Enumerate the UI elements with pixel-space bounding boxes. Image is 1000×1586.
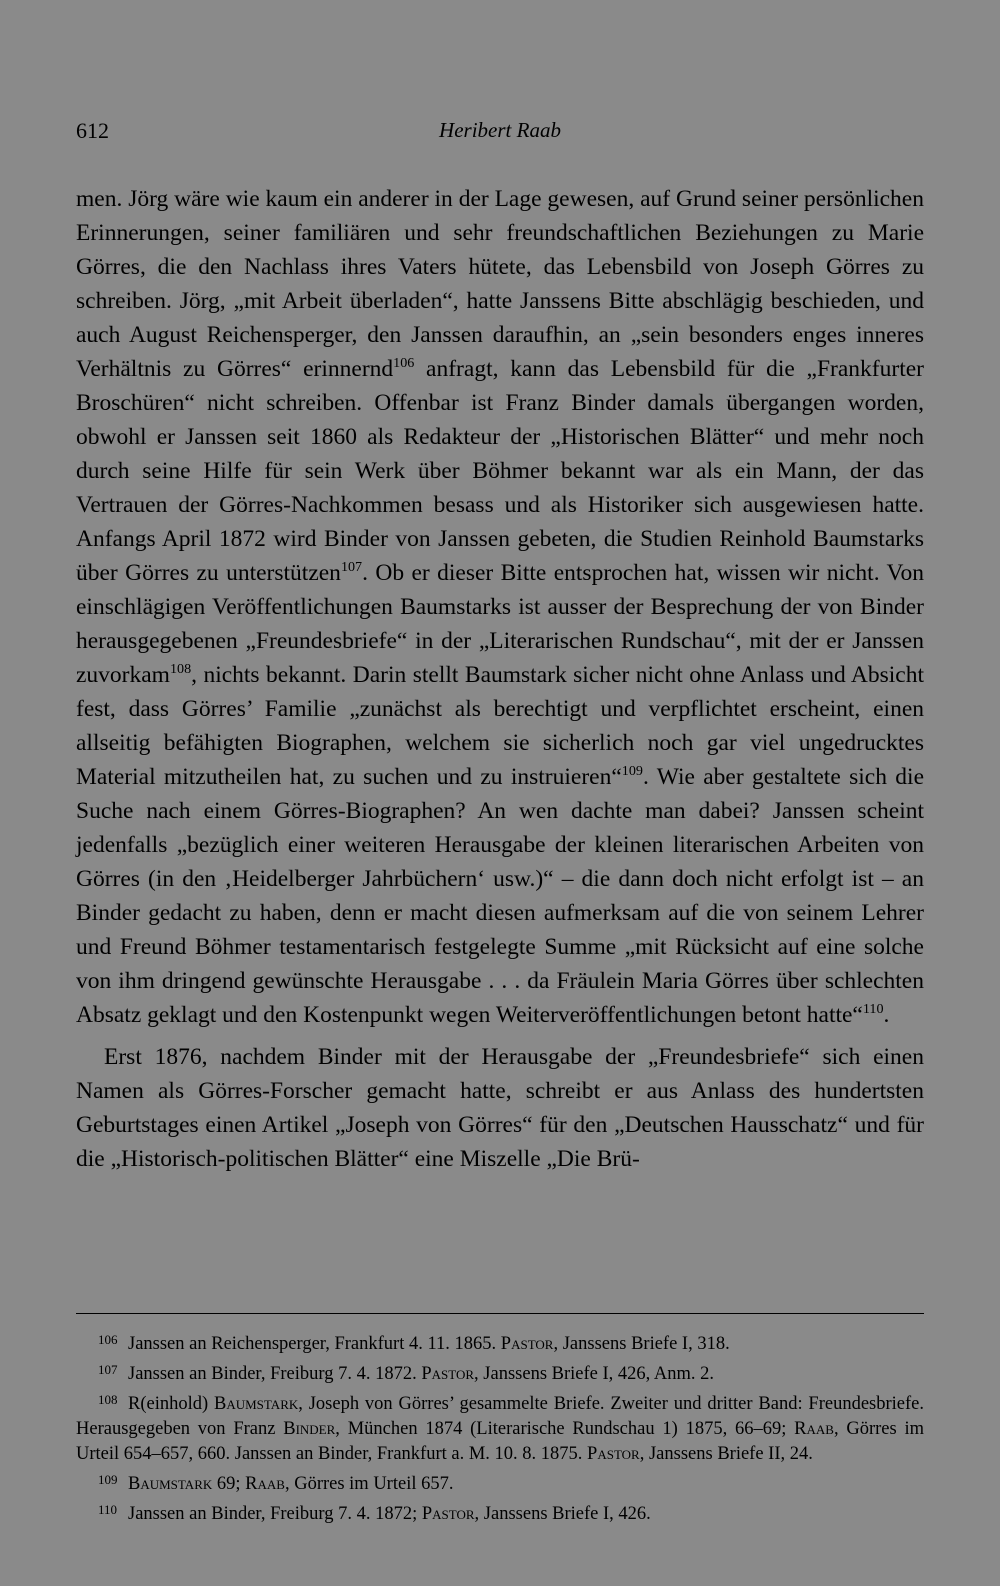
footnote-ref[interactable]: 107: [340, 559, 363, 576]
footnote-text: Janssen an Binder, Freiburg 7. 4. 1872.: [128, 1364, 422, 1384]
author-name: Pastor: [500, 1334, 554, 1354]
footnote-text: 69;: [212, 1474, 246, 1494]
text-segment: anfragt, kann das Lebensbild für die „Frankfurter Broschüren“ nicht schreiben. Offenbar ist Franz Binder damals übergangen worden, obwohl er Janssen seit 1860 als Redakteur der „Historischen Blätter“ und mehr noch durch seine Hilfe für sein Werk über Böhmer bekannt war als ein Mann, der das Vertrauen der Görres-Nachkommen besass und als Historiker sich ausgewiesen hatte. Anfangs April 1872 wird Binder von Janssen gebeten, die Studien Reinhold Baumstarks über Görres zu unterstützen: [76, 356, 924, 586]
text-segment: . Wie aber gestaltete sich die Suche nach einem Görres-Biographen? An wen dachte man dabei? Janssen scheint jedenfalls „bezüglich einer weiteren Herausgabe der kleinen literarischen Arbeiten von Görres (in den ‚Heidelberger Jahrbüchern‘ usw.)“ – die dann doch nicht erfolgt ist – an Binder gedacht zu haben, denn er macht diesen aufmerksam auf die von seinem Lehrer und Freund Böhmer testamentarisch festgelegte Summe „mit Rücksicht auf eine solche von ihm dringend gewünschte Herausgabe . . . da Fräulein Maria Görres über schlechten Absatz geklagt und den Kostenpunkt wegen Weiterveröffentlichungen betont hatte“: [76, 764, 924, 1028]
footnote-text: , Janssens Briefe II, 24.: [639, 1444, 813, 1464]
footnote-ref[interactable]: 108: [169, 661, 192, 678]
author-name: Pastor: [587, 1444, 640, 1464]
footnote-text: Janssen an Reichensperger, Frankfurt 4. 11. 1865.: [128, 1334, 501, 1354]
footnote-number: 107: [98, 1362, 118, 1377]
footnote-divider: [76, 1313, 924, 1314]
author-name: Baumstark: [128, 1474, 213, 1494]
page-header: [76, 118, 924, 152]
footnote-ref[interactable]: 106: [393, 355, 415, 372]
footnote-text: , Janssens Briefe I, 426.: [474, 1504, 651, 1524]
footnote-text: , Görres im Urteil 654–657, 660. Janssen an Binder, Frankfurt a. M. 10. 8. 1875.: [76, 1419, 924, 1464]
page-number: 612: [76, 118, 109, 143]
footnote-text: Janssen an Binder, Freiburg 7. 4. 1872;: [128, 1504, 422, 1524]
footnote-text: , Janssens Briefe I, 318.: [553, 1334, 730, 1354]
footnote-number: 108: [98, 1392, 118, 1407]
footnote-text: , München 1874 (Literarische Rundschau 1) 1875, 66–69;: [335, 1419, 795, 1439]
footnote-107: [76, 1357, 924, 1387]
author-name: Binder: [283, 1419, 336, 1439]
author-name: Baumstark: [214, 1394, 299, 1414]
footnote-106: [76, 1327, 924, 1357]
paragraph-1: [76, 182, 924, 1032]
footnote-ref[interactable]: 109: [621, 763, 643, 780]
footnote-109: [76, 1467, 924, 1497]
author-name: Pastor: [421, 1504, 475, 1524]
author-name: Raab: [245, 1474, 285, 1494]
footnote-text: , Görres im Urteil 657.: [284, 1474, 454, 1494]
footnotes: [76, 1327, 924, 1527]
text-segment: .: [883, 1002, 890, 1028]
author-name: Pastor: [421, 1364, 475, 1384]
footnote-text: R(einhold): [128, 1394, 214, 1414]
text-segment: , nichts bekannt. Darin stellt Baumstark sicher nicht ohne Anlass und Absicht fest, dass Görres’ Familie „zunächst als berechtigt und verpflichtet erscheint, einen allseitig befähigten Biographen, welchem sie sicherlich noch gar viel ungedrucktes Material mitzutheilen hat, zu suchen und zu instruieren“: [76, 662, 924, 790]
text-segment: men. Jörg wäre wie kaum ein anderer in der Lage gewesen, auf Grund seiner persönlichen Erinnerungen, seiner familiären und sehr freundschaftlichen Beziehungen zu Marie Görres, die den Nachlass ihres Vaters hütete, das Lebensbild von Joseph Görres zu schreiben. Jörg, „mit Arbeit überladen“, hatte Janssens Bitte abschlägig beschieden, und auch August Reichensperger, den Janssen daraufhin, an „sein besonders enges inneres Verhältnis zu Görres“ erinnernd: [76, 186, 924, 382]
paragraph-2: Erst 1876, nachdem Binder mit der Herausgabe der „Freundesbriefe“ sich einen Namen als Görres-Forscher gemacht hatte, schreibt er aus Anlass des hundertsten Geburtstages einen Artikel „Joseph von Görres“ für den „Deutschen Hausschatz“ und für die „Historisch-politischen Blätter“ eine Miszelle „Die Brü-: [76, 1044, 924, 1172]
author-name: Raab: [794, 1419, 834, 1439]
footnote-110: [76, 1497, 924, 1527]
footnote-number: 106: [98, 1332, 118, 1347]
footnote-108: [76, 1387, 924, 1467]
footnote-number: 109: [98, 1472, 118, 1487]
footnote-text: , Janssens Briefe I, 426, Anm. 2.: [474, 1364, 715, 1384]
footnote-number: 110: [98, 1502, 118, 1517]
text-segment: . Ob er dieser Bitte entsprochen hat, wissen wir nicht. Von einschlägigen Veröffentlichungen Baumstarks ist ausser der Besprechung der von Binder herausgegebenen „Freundesbriefe“ in der „Literarischen Rundschau“, mit der er Janssen zuvorkam: [76, 560, 925, 688]
main-text: [76, 182, 924, 1176]
footnote-ref[interactable]: 110: [862, 1001, 884, 1018]
footnote-text: , Joseph von Görres’ gesammelte Briefe. Zweiter und dritter Band: Freundesbriefe. Herausgegeben von Franz: [76, 1394, 925, 1439]
running-head: Heribert Raab: [439, 118, 561, 142]
